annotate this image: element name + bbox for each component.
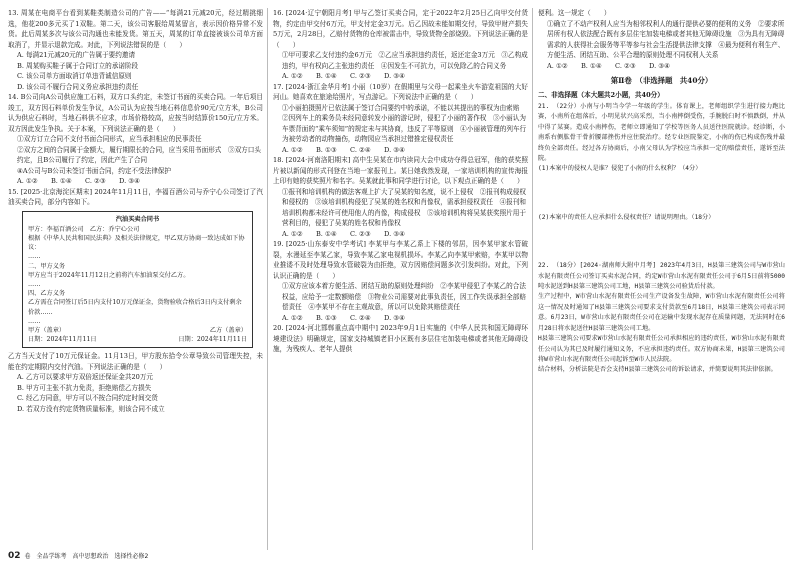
question-15-tail: 乙方当天支付了10万元保证金。11月13日，甲方股东拾令公章导致公司管理失控，未能在约定期限内交付汽油。下列说法正确的是（ ） (8, 352, 263, 371)
q13-option-c: C. 该公司单方面取消订单违背诚信原则 (17, 72, 132, 80)
contract-title: 汽油买卖合同书 (115, 215, 160, 223)
column-divider (532, 8, 533, 550)
contract-line: 乙方需在合同签订后5日内支付10万元保证金，货物验收合格后3日内支付剩余价款…… (28, 299, 242, 316)
section-title: 第Ⅱ卷 （非选择题 共40分） (610, 76, 713, 85)
question-20-continued: 便利。这一规定（ ） (538, 9, 611, 17)
contract-line: 甲方应当于2024年11月12日之前将汽车加油泵交付乙方。 (28, 271, 190, 279)
q15-option-b: B. 甲方可主张不抗力免责，拒绝赔偿乙方损失 (17, 383, 152, 392)
question-18: 18. [2024·河南洛阳期末] 高中生吴某在市内读同大会中成功夺得总冠军，他的获奖照片被以新闻的形式刊登在当地一家报刊上。某日她我然发现，一家培训机构的宣传海报上印有她的获奖照片和名字。吴某就此事和同学进行讨论，以下观点正确的是（ ） (273, 156, 528, 185)
section-subtitle: 二、非选择题（本大题共2小题，共40分） (538, 90, 664, 99)
q16-options: A. ①② B. ①④ C. ②③ D. ③④ (282, 72, 406, 80)
q17-statements: ①小丽拍摄照片已依法属于签订合同要约中的承诺，不能以其提出的事权为由索赔 ②因列车上的乘务员未经同意转发小丽的游记时，侵犯了小丽的著作权 ③小丽认为车票背面的“乘车须知”的规定未与其协商，违反了平等原则 ④小丽被管理的列车行为被劳动者的动物撞伤，动物园应当承担过错推定侵权责任 (282, 103, 527, 143)
q18-statements: ①报刊和培训机构的做法客观上扩大了吴某的知名度，说不上侵权 ②报刊构成侵权和侵权的 ③该培训机构侵犯了吴某的姓名权和肖像权，需承担侵权责任 ④报刊和培训机构都未经许可使用他人的肖像，构成侵权 ⑤该培训机构将吴某获奖照片用于营利目的，侵犯了吴某的姓名权和肖像权 (282, 187, 526, 227)
contract-dates (28, 335, 247, 344)
q13-option-a: A. 每满21元减20元的广告属于要约邀请 (17, 51, 136, 59)
q15-option-a: A. 乙方可以要求甲方双倍返还保证金共20万元 (17, 373, 154, 382)
page-number: 02 (8, 551, 21, 561)
q22-paragraph: 生产过程中，W市营山水泥有限责任公司生产设备发生故障，W市营山水泥有限责任公司将这一情况及时通知了H县第三建筑公司要求支付货款至6月18日，H县第三建筑公司表示同意。6月23日，W市营山水泥有限责任公司在运输中发现水泥存在质量问题，无法同时在6月28日将水泥送往H县第三建筑公司工地。 (538, 293, 785, 332)
q20-options: A. ①② B. ①④ C. ②③ D. ③④ (547, 61, 671, 70)
signature-party-a: 甲方（盖章） (28, 326, 66, 334)
footer-text: 卷 全品学练考 高中思想政治 选择性必修2 (24, 553, 149, 560)
question-22: 22. （18分）[2024·湖南师大附中月考] 2023年4月3日，H县第三建筑公司与W市营山水泥有限责任公司签订买卖水泥合同，约定W市营山水泥有限责任公司于6月5日前将5000吨水泥送到H县第三建筑公司工地，H县第三建筑公司验货后付款。 (538, 262, 785, 291)
q13-option-b: B. 周某购买鞋子属于合同订立的承诺阶段 (17, 61, 139, 70)
column-right (538, 8, 785, 376)
contract-line: 二、甲方义务 (28, 262, 66, 270)
question-16: 16. [2024·辽宁朝阳月考] 甲与乙签订买卖合同，定于2022年2月25日乙向甲交付货物，约定由甲交付6万元，甲支付定金3万元。后乙因故未能如期交付，导致甲财产损失5万元，2月28日，乙赔付货物的仓库被雷击中，导致货物全部烧毁。下列说法正确的是（ ） (273, 9, 528, 49)
question-21: 21. （22分）小南与小明当今学一年级的学生。体育课上，老师组织学生进行接力跑比赛，小南所在组落后，小明见状兴高采烈，当小南摔倒受伤，手腕脱臼时不慎跌倒，并从中得了某赛。造成小南摔伤，老师立即通知了学校等医务人员送往医院就诊。经诊断，小南系右侧肱骨干骨折腰部挫伤并应住院治疗。经专业医院鉴定，小南的伤已构成伤残并最终负全部责任。经过各方协商后，小南父母认为学校应当承担一定的赔偿责任，遂诉至法院。 (538, 103, 785, 163)
q20-statements: ①确立了不动产权利人应当为相邻权利人的通行提供必要的便利的义务 ②要求所居所有权人依法配合既有多层住宅加装电梯或者其他无障碍设施 ③为具有无障碍需求的人获得社会服务等平等参与社会生活提供法律支撑 ④最为便利有利生产、方便生活、团结互助、公平合理的原则处理不同权利人关系 (547, 19, 785, 59)
date-party-b: 日期：2024年11月11日 (178, 336, 247, 344)
q18-options: A. ①② B. ①④ C. ②③ D. ③④ (282, 229, 406, 238)
contract-box (22, 211, 253, 349)
contract-line: …… (28, 253, 41, 261)
answer-space[interactable] (538, 175, 785, 213)
q22-paragraph: H县第三建筑公司要求W市营山水泥有限责任公司承担相应的违约责任，W市营山水泥有限责任公司认为其已及时履行通知义务，不应承担违约责任。双方协商未果，H县第三建筑公司将W市营山水泥有限责任公司起诉至W市人民法院。 (538, 335, 785, 363)
q13-option-d: D. 该公司不履行合同义务应承担违约责任 (17, 82, 139, 91)
column-divider (267, 8, 268, 550)
q22-prompt: 结合材料，分析法院是否会支持H县第三建筑公司的诉讼请求，并简要说明其法律依据。 (538, 366, 777, 374)
q15-option-c: C. 经乙方同意，甲方可以不按合同约定时间交货 (17, 394, 158, 403)
contract-line: 根据《中华人民共和国民法典》及相关法律规定，甲乙双方协商一致达成如下协议： (28, 234, 245, 252)
q19-options: A. ①② B. ①③ C. ②④ D. ③④ (282, 313, 406, 322)
contract-line: …… (28, 280, 41, 288)
contract-line: 甲方：李福百酒公司 乙方：乔宁心公司 (28, 225, 140, 233)
signature-party-b: 乙方（盖章） (209, 326, 247, 334)
contract-signatures (28, 326, 247, 335)
answer-space[interactable] (538, 223, 785, 261)
date-party-a: 日期：2024年11月11日 (28, 336, 97, 344)
q21-part-1: (1)本案中的侵权人是谁？侵犯了小南的什么权利？（4分） (538, 165, 702, 173)
page-footer (8, 551, 148, 561)
q14-statement: ①双方订立合同不支付书面合同形式，应当承担相应的民事责任 (17, 135, 202, 143)
question-13: 13. 周某在电商平台看到某鞋类制造公司的广告——“每满21元减20元，经过精挑细选，他花200多元买了1双鞋。第二天，该公司客服给周某留言，表示因价格异常不发货。此后周某多次与该公司沟通也未能发货。第五天，周某的订单直接被该公司单方面取消了，并显示退款完成。对此，下列说法错误的是（ ） (8, 9, 263, 49)
column-left (8, 8, 263, 414)
contract-line: 四、乙方义务 (28, 290, 66, 298)
contract-line: …… (28, 317, 41, 325)
question-19: 19. [2025·山东泰安中学考试] 李某甲与李某乙系上下楼的邻居，因李某甲家水管破裂，水漫延至李某乙家，导致李某乙家电视机损坏。李某乙向李某甲索赔，李某甲以物业推诿不及时处理导致水管破裂为由拒绝，双方因赔偿问题多次引发纠纷。对此，下列认识正确的是（ ） (273, 240, 528, 280)
question-15: 15. [2025·北京海淀区期末] 2024年11月11日，李福百酒公司与乔宁心公司签订了汽油买卖合同，部分内容如下。 (8, 187, 263, 206)
question-17: 17. [2024·浙江金华月考] 小丽（10岁）在假期里与父母一起乘坐火车游览祖国的大好河山。她喜欢在旅途给照片，写点游记。下列说法中正确的是（ ） (273, 82, 528, 101)
q14-options: A. ①② B. ①④ C. ②③ D. ③④ (17, 177, 141, 185)
q21-part-2: (2)本案中的责任人应承担什么侵权责任？请说明理由。（18分） (538, 213, 715, 221)
column-middle (273, 8, 528, 355)
q16-statements: ①甲可要求乙支付违约金6万元 ②乙应当承担违约责任，返还定金3万元 ③乙构成违约，甲有权向乙主张违约责任 ④因发生不可抗力，可以免除乙的合同义务 (282, 51, 528, 70)
q17-options: A. ①② B. ①③ C. ②④ D. ③④ (282, 145, 406, 154)
question-20: 20. [2024·河北邯郸重点高中期中] 2023年9月1日实施的《中华人民共和国无障碍环境建设法》明确规定，国家支持城镇老旧小区既有多层住宅加装电梯或者其他无障碍设施，为残疾人、老年人提供 (273, 324, 528, 353)
question-14: 14. B公司向A公司供应施工石料，双方口头约定，未签订书面的买卖合同。一年后项目竣工，双方因石料单价发生争议，A公司认为应按当地石料信息价90元/立方米，B公司认为供应石料时，当地石料供不应求，市场价格较高，应按当时结算价150元/立方米。双方因此发生争执。关于本案，下列说法正确的是（ ） (8, 93, 263, 133)
q15-option-d: D. 若双方没有约定货物质量标准，则该合同不成立 (17, 404, 165, 413)
q19-statements: ①双方应该本着方便生活、团结互助的原则处理纠纷 ②李某甲侵犯了李某乙的合法权益，应给予一定数额赔偿 ③物业公司需要对此事负责任，因工作失误承担全部赔偿责任 ④李某甲不存在主观故意，所以可以免除其赔偿责任 (282, 282, 526, 311)
q14-statement: ④A公司与B公司未签订书面合同，约定不受法律保护 (17, 166, 171, 175)
q14-statement: ②双方之间的合同属于金额大，履行期限长的合同，应当采用书面形式 ③双方口头约定，且B公司履行了约定，因此产生了合同 (17, 145, 261, 164)
